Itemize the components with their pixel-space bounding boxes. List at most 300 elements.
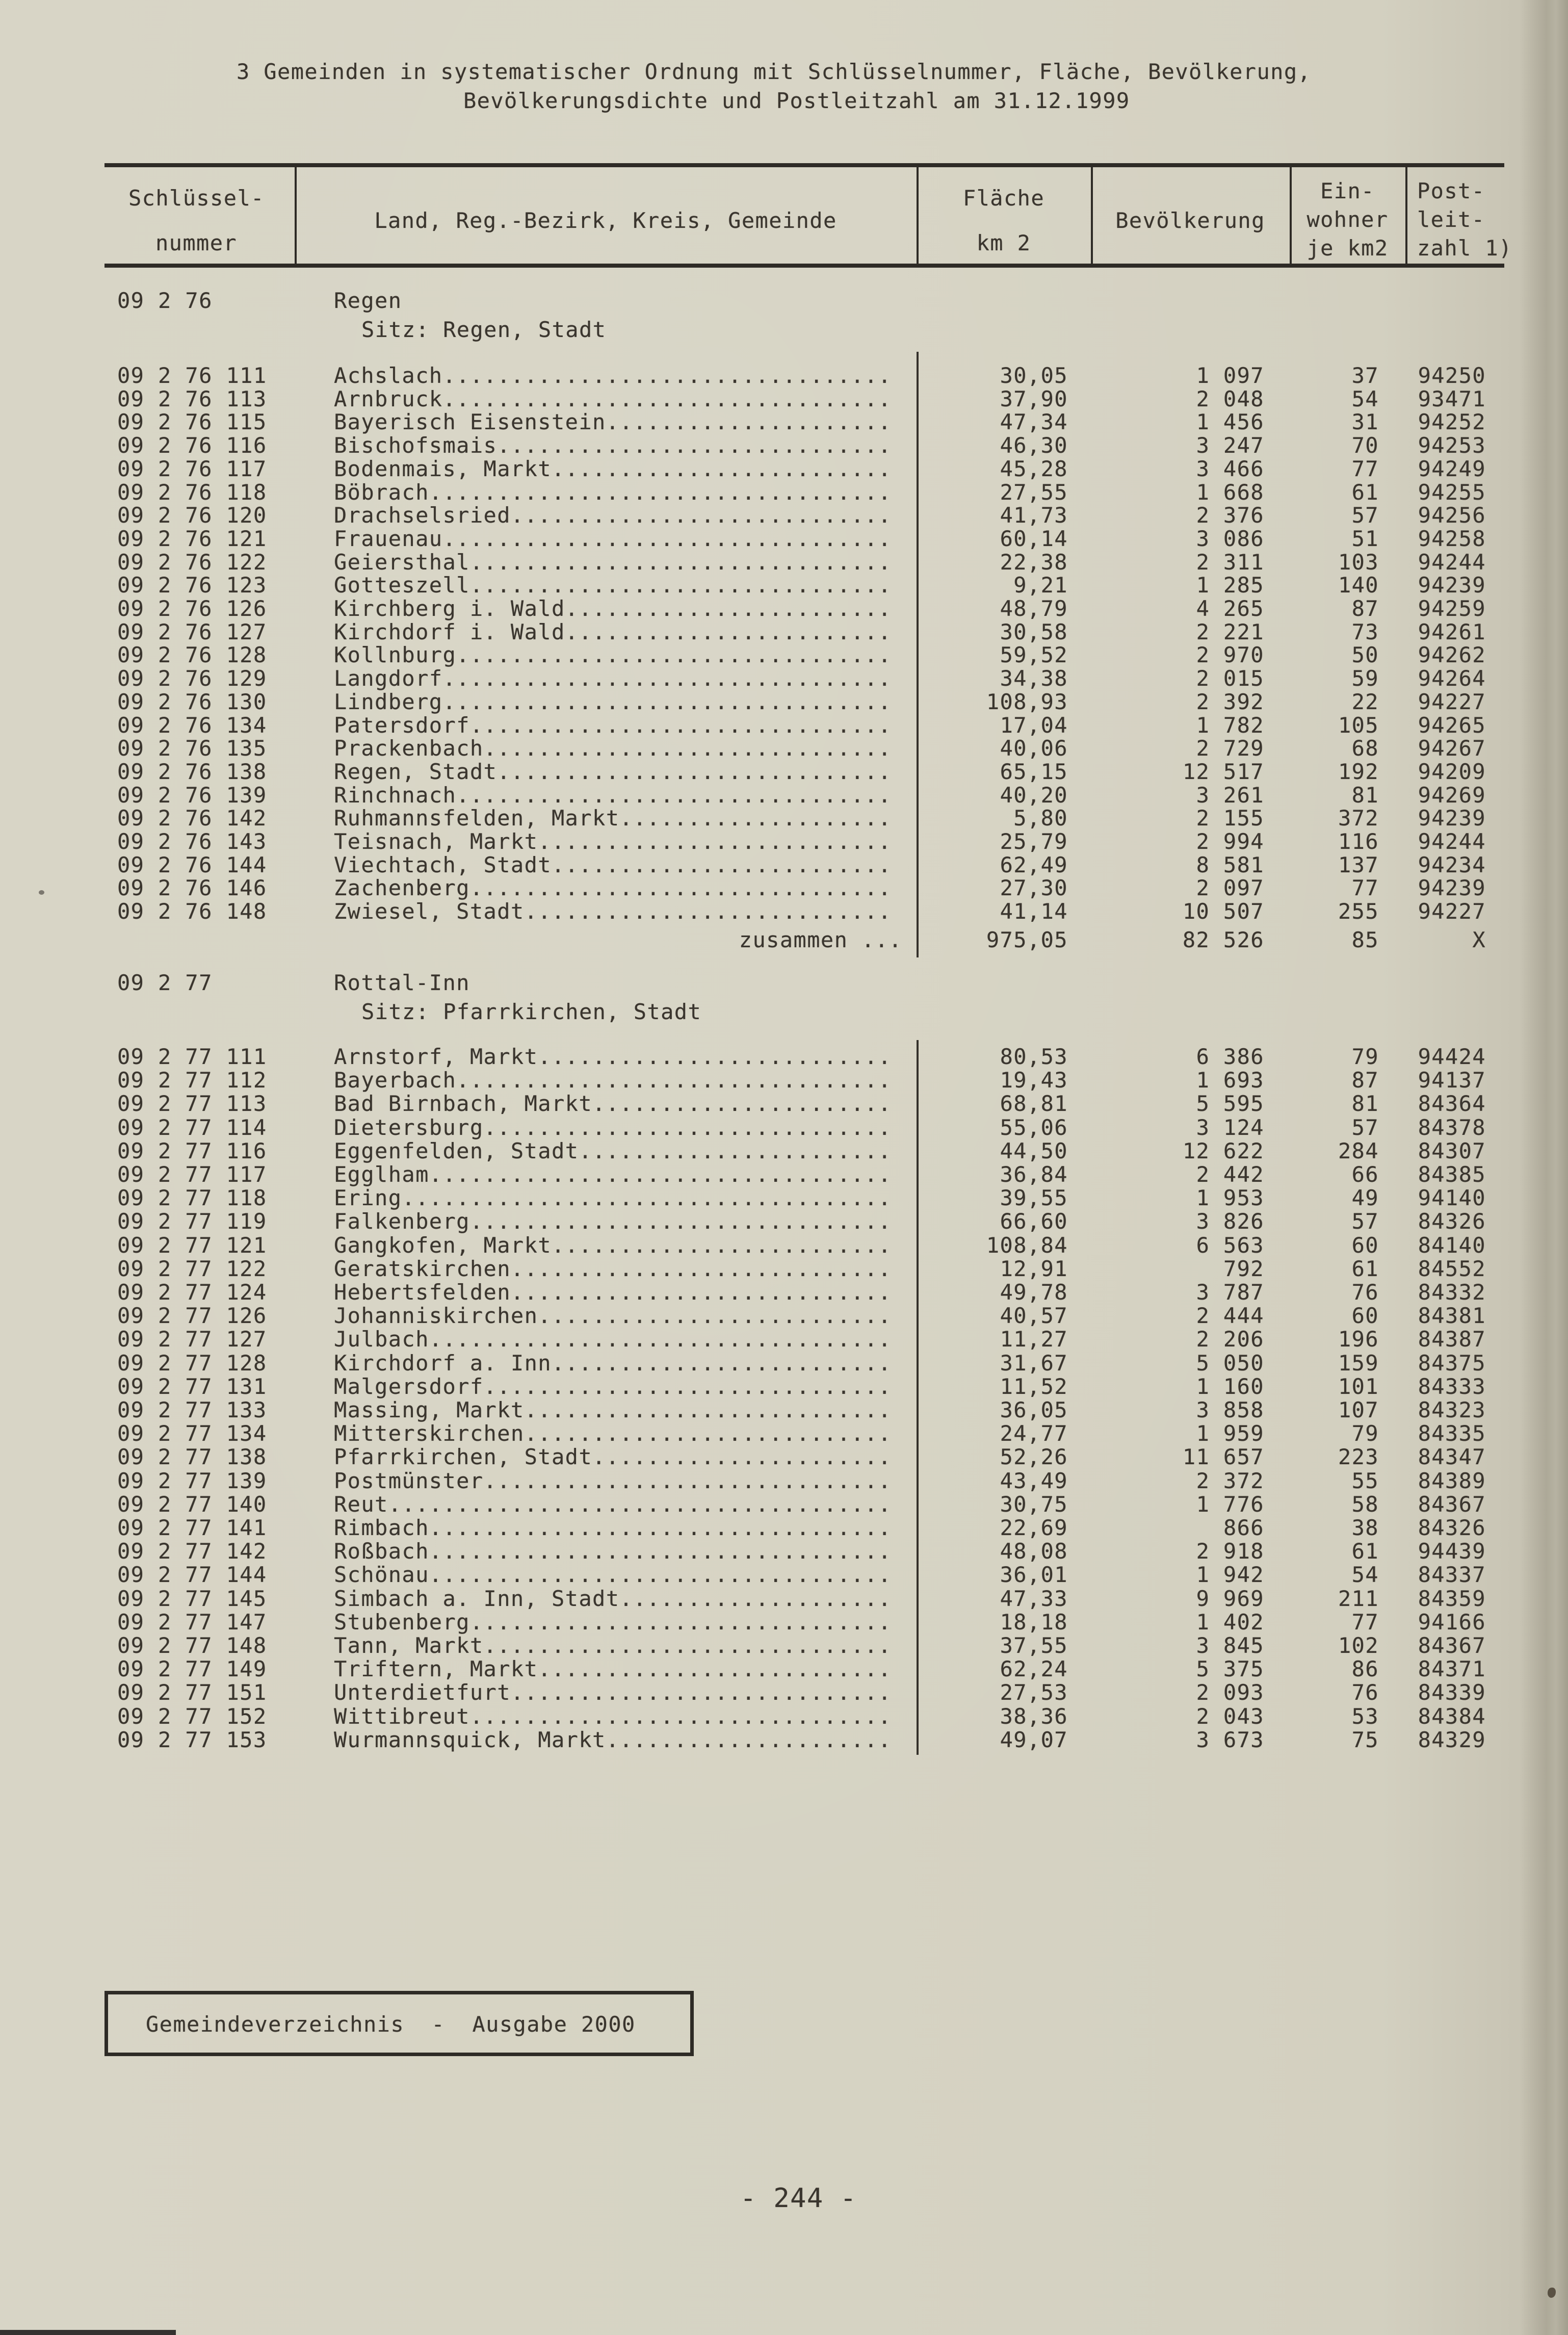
postal-code: 94256: [1418, 503, 1486, 528]
municipality-key: 09 2 77 134: [117, 1421, 267, 1446]
municipality-key: 09 2 76 138: [117, 759, 267, 784]
postal-code: 94267: [1418, 736, 1486, 761]
total-density: 85: [1351, 927, 1379, 952]
municipality-name: Julbach..................................: [334, 1327, 892, 1352]
municipality-key: 09 2 77 138: [117, 1444, 267, 1470]
postal-code: 84371: [1418, 1656, 1486, 1682]
municipality-name: Postmünster..............................: [334, 1468, 892, 1493]
postal-code: 84140: [1418, 1232, 1486, 1258]
postal-code: 93471: [1418, 386, 1486, 411]
municipality-name: Roßbach..................................: [334, 1539, 892, 1564]
area-value: 48,79: [1000, 596, 1068, 621]
municipality-name: Ruhmannsfelden, Markt....................: [334, 806, 892, 831]
municipality-key: 09 2 77 116: [117, 1138, 267, 1163]
area-value: 22,69: [1000, 1515, 1068, 1540]
postal-code: 84378: [1418, 1114, 1486, 1140]
area-value: 108,93: [986, 689, 1068, 714]
municipality-name: Rimbach..................................: [334, 1515, 892, 1540]
municipality-key: 09 2 76 118: [117, 479, 267, 505]
table-row: [0, 573, 1568, 596]
page-number: - 244 -: [740, 2183, 857, 2214]
area-value: 38,36: [1000, 1703, 1068, 1729]
header-land-kreis-gemeinde: Land, Reg.-Bezirk, Kreis, Gemeinde: [374, 208, 837, 233]
municipality-key: 09 2 77 144: [117, 1562, 267, 1588]
section-seat: Sitz: Regen, Stadt: [361, 317, 607, 342]
population-value: 3 086: [1196, 526, 1264, 551]
table-row: [0, 852, 1568, 876]
population-value: 3 124: [1196, 1114, 1264, 1140]
municipality-name: Ering....................................: [334, 1185, 892, 1211]
section-key: 09 2 76: [117, 288, 213, 313]
municipality-name: Massing, Markt...........................: [334, 1397, 892, 1422]
municipality-name: Bischofsmais.............................: [334, 433, 892, 458]
municipality-name: Bodenmais, Markt.........................: [334, 456, 892, 481]
header-key-line1: Schlüssel-: [128, 186, 265, 211]
area-value: 43,49: [1000, 1468, 1068, 1493]
municipality-key: 09 2 77 117: [117, 1162, 267, 1187]
density-value: 75: [1351, 1727, 1379, 1752]
header-population: Bevölkerung: [1115, 208, 1265, 233]
table-row: [0, 1209, 1568, 1232]
population-value: 4 265: [1196, 596, 1264, 621]
population-value: 2 155: [1196, 806, 1264, 831]
area-value: 47,33: [1000, 1586, 1068, 1611]
municipality-name: Malgersdorf..............................: [334, 1373, 892, 1399]
table-row: [0, 1562, 1568, 1586]
density-value: 81: [1351, 1091, 1379, 1117]
area-value: 47,34: [1000, 409, 1068, 435]
density-value: 101: [1338, 1373, 1379, 1399]
area-value: 11,52: [1000, 1373, 1068, 1399]
population-value: 3 858: [1196, 1397, 1264, 1422]
density-value: 70: [1351, 433, 1379, 458]
population-value: 2 372: [1196, 1468, 1264, 1493]
municipality-name: Zwiesel, Stadt...........................: [334, 899, 892, 924]
table-row: [0, 526, 1568, 550]
header-density-line1: Ein-: [1320, 178, 1375, 203]
table-row: [0, 596, 1568, 619]
population-value: 5 050: [1196, 1350, 1264, 1376]
density-value: 54: [1351, 386, 1379, 411]
postal-code: 94234: [1418, 852, 1486, 877]
population-value: 2 994: [1196, 829, 1264, 854]
municipality-key: 09 2 76 139: [117, 782, 267, 808]
density-value: 107: [1338, 1397, 1379, 1422]
area-value: 80,53: [1000, 1044, 1068, 1069]
area-value: 30,58: [1000, 619, 1068, 644]
postal-code: 84332: [1418, 1280, 1486, 1305]
municipality-key: 09 2 77 124: [117, 1280, 267, 1305]
postal-code: 94252: [1418, 409, 1486, 435]
postal-code: 84381: [1418, 1303, 1486, 1329]
population-value: 2 311: [1196, 549, 1264, 575]
municipality-key: 09 2 76 122: [117, 549, 267, 575]
area-value: 68,81: [1000, 1091, 1068, 1117]
postal-code: 84323: [1418, 1397, 1486, 1422]
municipality-key: 09 2 77 141: [117, 1515, 267, 1540]
municipality-name: Eggenfelden, Stadt.......................: [334, 1138, 892, 1163]
postal-code: 84552: [1418, 1256, 1486, 1281]
area-value: 19,43: [1000, 1068, 1068, 1093]
table-row: [0, 409, 1568, 433]
area-value: 5,80: [1013, 806, 1068, 831]
postal-code: 94259: [1418, 596, 1486, 621]
municipality-key: 09 2 76 129: [117, 666, 267, 691]
municipality-key: 09 2 77 114: [117, 1114, 267, 1140]
area-value: 31,67: [1000, 1350, 1068, 1376]
municipality-name: Triftern, Markt..........................: [334, 1656, 892, 1682]
density-value: 140: [1338, 573, 1379, 598]
header-postal-line3: zahl 1): [1417, 236, 1512, 261]
postal-code: 94227: [1418, 899, 1486, 924]
density-value: 31: [1351, 409, 1379, 435]
table-row: [0, 550, 1568, 573]
postal-code: 94269: [1418, 782, 1486, 808]
municipality-key: 09 2 76 123: [117, 573, 267, 598]
municipality-name: Wurmannsquick, Markt.....................: [334, 1727, 892, 1752]
municipality-name: Böbrach..................................: [334, 479, 892, 505]
table-row: [0, 433, 1568, 456]
postal-code: 94140: [1418, 1185, 1486, 1211]
population-value: 2 970: [1196, 642, 1264, 668]
postal-code: 94424: [1418, 1044, 1486, 1069]
table-row: [0, 759, 1568, 783]
area-value: 36,01: [1000, 1562, 1068, 1588]
table-row: [0, 1586, 1568, 1610]
municipality-name: Geratskirchen............................: [334, 1256, 892, 1281]
area-value: 49,07: [1000, 1727, 1068, 1752]
population-value: 3 673: [1196, 1727, 1264, 1752]
density-value: 372: [1338, 806, 1379, 831]
table-row: [0, 1162, 1568, 1185]
municipality-key: 09 2 77 151: [117, 1680, 267, 1705]
density-value: 58: [1351, 1491, 1379, 1517]
postal-code: 94249: [1418, 456, 1486, 481]
area-value: 18,18: [1000, 1609, 1068, 1634]
population-value: 2 043: [1196, 1703, 1264, 1729]
table-row: [0, 619, 1568, 643]
postal-code: 94166: [1418, 1609, 1486, 1634]
postal-code: 94253: [1418, 433, 1486, 458]
area-value: 40,20: [1000, 782, 1068, 808]
postal-code: 94244: [1418, 829, 1486, 854]
population-value: 6 563: [1196, 1232, 1264, 1258]
population-value: 2 206: [1196, 1327, 1264, 1352]
area-value: 44,50: [1000, 1138, 1068, 1163]
municipality-key: 09 2 76 127: [117, 619, 267, 644]
table-row: [0, 1068, 1568, 1091]
density-value: 81: [1351, 782, 1379, 808]
header-key-line2: nummer: [155, 230, 238, 255]
table-row: [0, 899, 1568, 922]
municipality-name: Rinchnach................................: [334, 782, 892, 808]
area-value: 49,78: [1000, 1280, 1068, 1305]
density-value: 61: [1351, 1256, 1379, 1281]
municipality-key: 09 2 76 113: [117, 386, 267, 411]
municipality-key: 09 2 76 146: [117, 875, 267, 901]
municipality-key: 09 2 77 121: [117, 1232, 267, 1258]
municipality-name: Pfarrkirchen, Stadt......................: [334, 1444, 892, 1470]
edition-box: [104, 1991, 694, 2056]
municipality-key: 09 2 77 122: [117, 1256, 267, 1281]
table-row: [0, 689, 1568, 713]
municipality-name: Reut.....................................: [334, 1491, 892, 1517]
postal-code: 94209: [1418, 759, 1486, 784]
population-value: 1 942: [1196, 1562, 1264, 1588]
table-row: [0, 1727, 1568, 1751]
total-area: 975,05: [986, 927, 1068, 952]
municipality-key: 09 2 76 143: [117, 829, 267, 854]
postal-code: 94239: [1418, 806, 1486, 831]
table-row: [0, 736, 1568, 759]
postal-code: 84367: [1418, 1633, 1486, 1658]
density-value: 102: [1338, 1633, 1379, 1658]
density-value: 22: [1351, 689, 1379, 714]
density-value: 103: [1338, 549, 1379, 575]
municipality-name: Bad Birnbach, Markt......................: [334, 1091, 892, 1117]
municipality-key: 09 2 76 115: [117, 409, 267, 435]
municipality-name: Dietersburg..............................: [334, 1114, 892, 1140]
municipality-name: Geiersthal...............................: [334, 549, 892, 575]
municipality-key: 09 2 76 128: [117, 642, 267, 668]
density-value: 57: [1351, 1114, 1379, 1140]
municipality-name: Egglham..................................: [334, 1162, 892, 1187]
density-value: 77: [1351, 875, 1379, 901]
postal-code: 84359: [1418, 1586, 1486, 1611]
header-divider-5: [1405, 163, 1407, 268]
table-header-bottom-rule: [104, 264, 1504, 268]
density-value: 116: [1338, 829, 1379, 854]
density-value: 60: [1351, 1303, 1379, 1329]
table-row: [0, 1633, 1568, 1656]
density-value: 77: [1351, 456, 1379, 481]
population-value: 12 622: [1182, 1138, 1264, 1163]
area-value: 36,84: [1000, 1162, 1068, 1187]
area-value: 62,49: [1000, 852, 1068, 877]
table-row: [0, 1303, 1568, 1327]
population-value: 1 402: [1196, 1609, 1264, 1634]
population-value: 1 456: [1196, 409, 1264, 435]
postal-code: 84333: [1418, 1373, 1486, 1399]
table-row: [0, 1256, 1568, 1280]
scan-edge-strip: [0, 2330, 176, 2335]
municipality-name: Unterdietfurt............................: [334, 1680, 892, 1705]
population-value: 2 392: [1196, 689, 1264, 714]
municipality-name: Johanniskirchen..........................: [334, 1303, 892, 1329]
postal-code: 94261: [1418, 619, 1486, 644]
municipality-name: Viechtach, Stadt.........................: [334, 852, 892, 877]
municipality-key: 09 2 76 121: [117, 526, 267, 551]
population-value: 3 261: [1196, 782, 1264, 808]
table-row: [0, 480, 1568, 503]
population-value: 2 093: [1196, 1680, 1264, 1705]
municipality-key: 09 2 76 135: [117, 736, 267, 761]
population-value: 3 826: [1196, 1209, 1264, 1234]
density-value: 50: [1351, 642, 1379, 668]
density-value: 211: [1338, 1586, 1379, 1611]
area-value: 36,05: [1000, 1397, 1068, 1422]
area-value: 46,30: [1000, 433, 1068, 458]
population-value: 2 918: [1196, 1539, 1264, 1564]
density-value: 79: [1351, 1421, 1379, 1446]
population-value: 6 386: [1196, 1044, 1264, 1069]
table-row: [0, 1115, 1568, 1138]
density-value: 284: [1338, 1138, 1379, 1163]
population-value: 2 097: [1196, 875, 1264, 901]
municipality-key: 09 2 76 148: [117, 899, 267, 924]
table-row: [0, 1280, 1568, 1303]
area-value: 60,14: [1000, 526, 1068, 551]
postal-code: 84384: [1418, 1703, 1486, 1729]
postal-code: 94239: [1418, 573, 1486, 598]
density-value: 51: [1351, 526, 1379, 551]
postal-code: 94258: [1418, 526, 1486, 551]
area-value: 41,14: [1000, 899, 1068, 924]
area-value: 45,28: [1000, 456, 1068, 481]
population-value: 1 782: [1196, 712, 1264, 738]
population-value: 3 845: [1196, 1633, 1264, 1658]
edition-label: Gemeindeverzeichnis - Ausgabe 2000: [146, 2012, 636, 2037]
population-value: 3 787: [1196, 1280, 1264, 1305]
municipality-key: 09 2 77 145: [117, 1586, 267, 1611]
population-value: 2 376: [1196, 503, 1264, 528]
table-row: [0, 386, 1568, 410]
municipality-key: 09 2 77 140: [117, 1491, 267, 1517]
postal-code: 94439: [1418, 1539, 1486, 1564]
municipality-name: Teisnach, Markt..........................: [334, 829, 892, 854]
municipality-key: 09 2 76 126: [117, 596, 267, 621]
table-header-top-rule: [104, 163, 1504, 167]
municipality-name: Patersdorf...............................: [334, 712, 892, 738]
area-value: 27,53: [1000, 1680, 1068, 1705]
section-key: 09 2 77: [117, 970, 213, 995]
population-value: 11 657: [1182, 1444, 1264, 1470]
page-title-line1: 3 Gemeinden in systematischer Ordnung mit Schlüsselnummer, Fläche, Bevölkerung,: [237, 59, 1312, 84]
table-row: [0, 1351, 1568, 1374]
density-value: 76: [1351, 1680, 1379, 1705]
municipality-name: Kollnburg................................: [334, 642, 892, 668]
municipality-name: Mitterskirchen...........................: [334, 1421, 892, 1446]
population-value: 2 221: [1196, 619, 1264, 644]
table-row: [0, 1704, 1568, 1727]
area-value: 37,55: [1000, 1633, 1068, 1658]
postal-code: 94137: [1418, 1068, 1486, 1093]
municipality-name: Bayerbach................................: [334, 1068, 892, 1093]
postal-code: 84307: [1418, 1138, 1486, 1163]
municipality-key: 09 2 76 134: [117, 712, 267, 738]
area-value: 37,90: [1000, 386, 1068, 411]
population-value: 2 442: [1196, 1162, 1264, 1187]
density-value: 192: [1338, 759, 1379, 784]
table-row: [0, 1138, 1568, 1162]
municipality-name: Arnbruck.................................: [334, 386, 892, 411]
table-row: [0, 1492, 1568, 1515]
municipality-name: Prackenbach..............................: [334, 736, 892, 761]
area-value: 24,77: [1000, 1421, 1068, 1446]
municipality-key: 09 2 77 147: [117, 1609, 267, 1634]
density-value: 57: [1351, 503, 1379, 528]
postal-code: 84339: [1418, 1680, 1486, 1705]
postal-code: 84326: [1418, 1515, 1486, 1540]
municipality-name: Kirchdorf i. Wald........................: [334, 619, 892, 644]
postal-code: 84347: [1418, 1444, 1486, 1470]
density-value: 86: [1351, 1656, 1379, 1682]
municipality-key: 09 2 77 127: [117, 1327, 267, 1352]
paper-speck: [1548, 2288, 1556, 2298]
municipality-name: Kirchberg i. Wald........................: [334, 596, 892, 621]
municipality-key: 09 2 76 120: [117, 503, 267, 528]
density-value: 73: [1351, 619, 1379, 644]
municipality-key: 09 2 77 131: [117, 1373, 267, 1399]
population-value: 1 160: [1196, 1373, 1264, 1399]
population-value: 1 693: [1196, 1068, 1264, 1093]
population-value: 792: [1223, 1256, 1264, 1281]
municipality-name: Tann, Markt..............................: [334, 1633, 892, 1658]
density-value: 76: [1351, 1280, 1379, 1305]
area-value: 59,52: [1000, 642, 1068, 668]
area-value: 48,08: [1000, 1539, 1068, 1564]
municipality-name: Arnstorf, Markt..........................: [334, 1044, 892, 1069]
postal-code: 94250: [1418, 363, 1486, 388]
header-density-line2: wohner: [1306, 207, 1389, 232]
area-value: 11,27: [1000, 1327, 1068, 1352]
area-value: 40,57: [1000, 1303, 1068, 1329]
stray-mark: [39, 890, 44, 895]
table-row: [0, 1539, 1568, 1562]
area-value: 30,75: [1000, 1491, 1068, 1517]
municipality-key: 09 2 77 139: [117, 1468, 267, 1493]
table-row: [0, 713, 1568, 736]
area-value: 12,91: [1000, 1256, 1068, 1281]
density-value: 196: [1338, 1327, 1379, 1352]
population-value: 10 507: [1182, 899, 1264, 924]
municipality-name: Zachenberg...............................: [334, 875, 892, 901]
density-value: 87: [1351, 1068, 1379, 1093]
population-value: 866: [1223, 1515, 1264, 1540]
area-value: 108,84: [986, 1232, 1068, 1258]
postal-code: 84337: [1418, 1562, 1486, 1588]
municipality-name: Wittibreut...............................: [334, 1703, 892, 1729]
municipality-key: 09 2 76 142: [117, 806, 267, 831]
population-value: 1 953: [1196, 1185, 1264, 1211]
population-value: 12 517: [1182, 759, 1264, 784]
area-value: 9,21: [1013, 573, 1068, 598]
area-value: 66,60: [1000, 1209, 1068, 1234]
municipality-name: Drachselsried............................: [334, 503, 892, 528]
population-value: 1 776: [1196, 1491, 1264, 1517]
table-row: [0, 783, 1568, 806]
municipality-key: 09 2 77 142: [117, 1539, 267, 1564]
table-row: [0, 642, 1568, 666]
density-value: 59: [1351, 666, 1379, 691]
municipality-name: Achslach.................................: [334, 363, 892, 388]
municipality-name: Stubenberg...............................: [334, 1609, 892, 1634]
area-value: 41,73: [1000, 503, 1068, 528]
postal-code: 84389: [1418, 1468, 1486, 1493]
area-value: 27,55: [1000, 479, 1068, 505]
density-value: 105: [1338, 712, 1379, 738]
municipality-name: Falkenberg...............................: [334, 1209, 892, 1234]
density-value: 61: [1351, 1539, 1379, 1564]
population-value: 1 668: [1196, 479, 1264, 505]
section-total-row: [0, 927, 1568, 951]
area-value: 52,26: [1000, 1444, 1068, 1470]
population-value: 5 375: [1196, 1656, 1264, 1682]
density-value: 61: [1351, 479, 1379, 505]
table-row: [0, 1515, 1568, 1539]
municipality-key: 09 2 77 111: [117, 1044, 267, 1069]
municipality-name: Gotteszell...............................: [334, 573, 892, 598]
